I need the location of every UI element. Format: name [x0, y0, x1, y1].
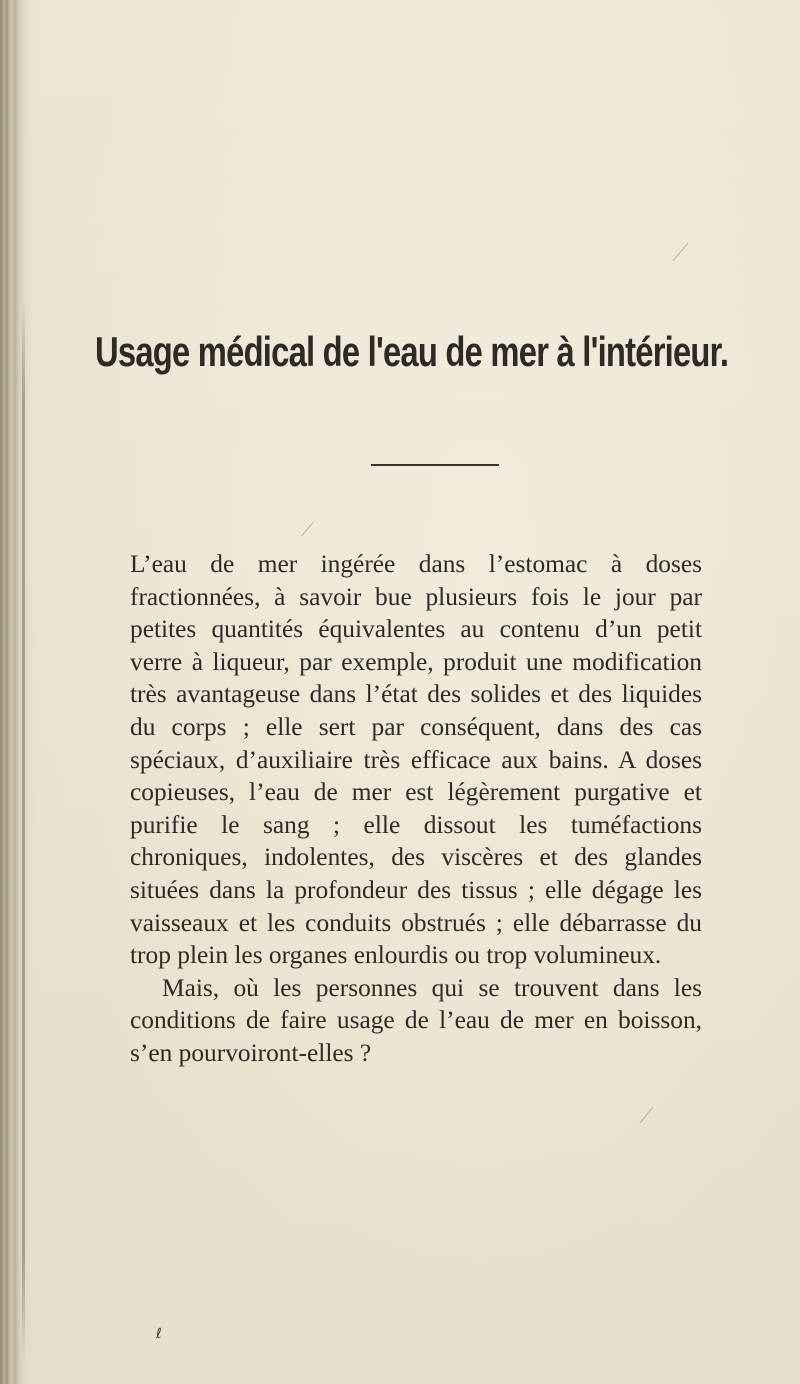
binding-shadow-line — [22, 300, 25, 1360]
paper-speck — [301, 522, 313, 536]
paper-speck — [672, 242, 688, 261]
paper-speck — [640, 1107, 654, 1123]
binding-edge — [0, 0, 34, 1384]
margin-mark: ℓ — [156, 1326, 162, 1342]
paragraph-2: Mais, où les personnes qui se trouvent dans les conditions de faire usage de l’eau de mer en boisson, s’en pourvoiront-elles ? — [130, 973, 702, 1067]
title-divider — [371, 464, 499, 466]
paragraph-1: L’eau de mer ingérée dans l’estomac à doses fractionnées, à savoir bue plusieurs fois le jour par petites quantités équivalentes au contenu d’un petit verre à liqueur, par exemple, produit une modification très avantageuse dans l’état des solides et des liquides du corps ; elle sert par conséquent, dans des cas spéciaux, d’auxiliaire très efficace aux bains. A doses copieuses, l’eau de mer est légèrement purgative et purifie le sang ; elle dissout les tuméfactions chroniques, indolentes, des viscères et des glandes situées dans la profondeur des tissus ; elle dégage les vaisseaux et les conduits obstrués ; elle débarrasse du trop plein les organes enlourdis ou trop volumineux. — [130, 550, 702, 970]
page-title: Usage médical de l'eau de mer à l'intérieur. — [95, 328, 729, 375]
body-text — [130, 548, 702, 1070]
